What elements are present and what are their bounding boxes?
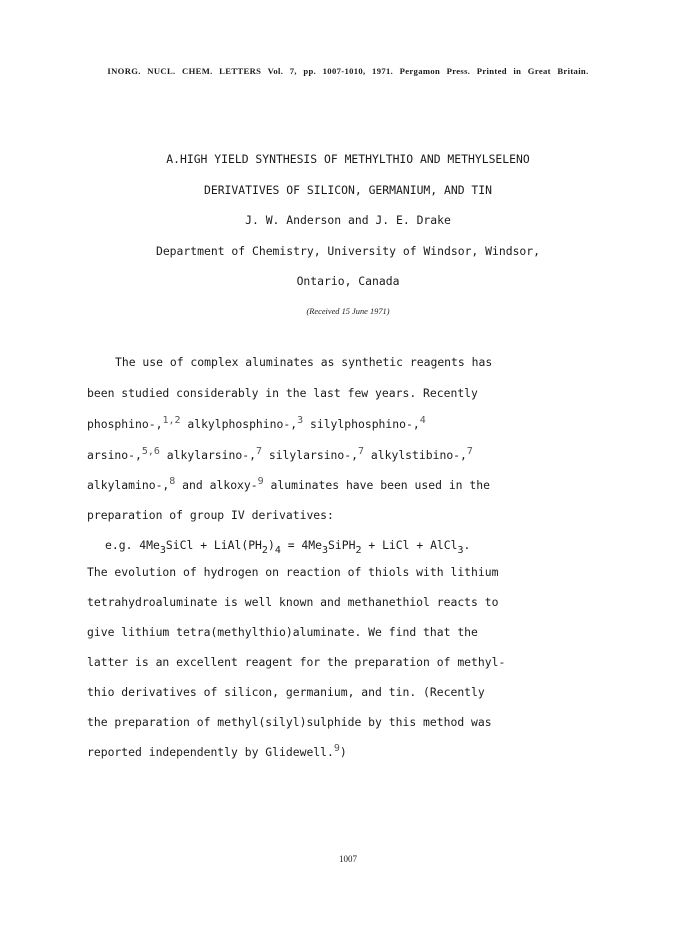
received-date: (Received 15 June 1971) [306,307,390,316]
citation-superscript: 8 [169,476,176,487]
citation-superscript: 7 [255,446,262,457]
title-line-1: A.HIGH YIELD SYNTHESIS OF METHYLTHIO AND METHYLSELENO [166,152,530,166]
page-number: 1007 [339,854,357,864]
body-line: reported independently by Glidewell.$^9$) [87,743,347,759]
affiliation-line-2: Ontario, Canada [296,274,400,288]
citation-superscript: 1,2 [162,415,181,426]
body-line: thio derivatives of silicon, germanium, and tin. (Recently [87,685,485,699]
body-line: the preparation of methyl(silyl)sulphide by this method was [87,715,492,729]
body-line: arsino-,$^{5,6}$ alkylarsino-,$^7$ silylarsino-,$^7$ alkylstibino-,$^7$ [87,446,473,462]
citation-superscript: 4 [419,415,426,426]
chemical-equation: e.g. $4Me_3SiCl$ + $LiAl(PH_2)_4$ = $4Me_3SiPH_2$ + LiCl + AlCl$_3$. [105,538,471,556]
authors: J. W. Anderson and J. E. Drake [245,213,451,227]
body-line: The use of complex aluminates as synthetic reagents has [115,355,493,369]
citation-superscript: 5,6 [141,446,160,457]
body-line: been studied considerably in the last few years. Recently [87,386,478,400]
citation-superscript: 9 [333,743,340,754]
citation-superscript: 3 [297,415,304,426]
title-line-2: DERIVATIVES OF SILICON, GERMANIUM, AND TIN [203,183,493,197]
citation-superscript: 9 [257,476,264,487]
citation-superscript: 7 [358,446,365,457]
body-line: give lithium tetra(methylthio)aluminate. We find that the [87,625,478,639]
citation-superscript: 7 [466,446,473,457]
journal-header: INORG. NUCL. CHEM. LETTERS Vol. 7, pp. 1007-1010, 1971. Pergamon Press. Printed in Great Britain. [107,66,589,76]
body-line: phosphino-,$^{1,2}$ alkylphosphino-,$^3$ silylphosphino-,$^4$ [87,415,426,431]
body-line: tetrahydroaluminate is well known and methanethiol reacts to [87,595,499,609]
body-line: The evolution of hydrogen on reaction of thiols with lithium [87,565,499,579]
body-line: preparation of group IV derivatives: [87,508,334,522]
body-line: alkylamino-,$^8$ and alkoxy-$^9$ aluminates have been used in the [87,476,490,492]
body-line: latter is an excellent reagent for the preparation of methyl- [87,655,506,669]
affiliation-line-1: Department of Chemistry, University of Windsor, Windsor, [155,244,541,258]
